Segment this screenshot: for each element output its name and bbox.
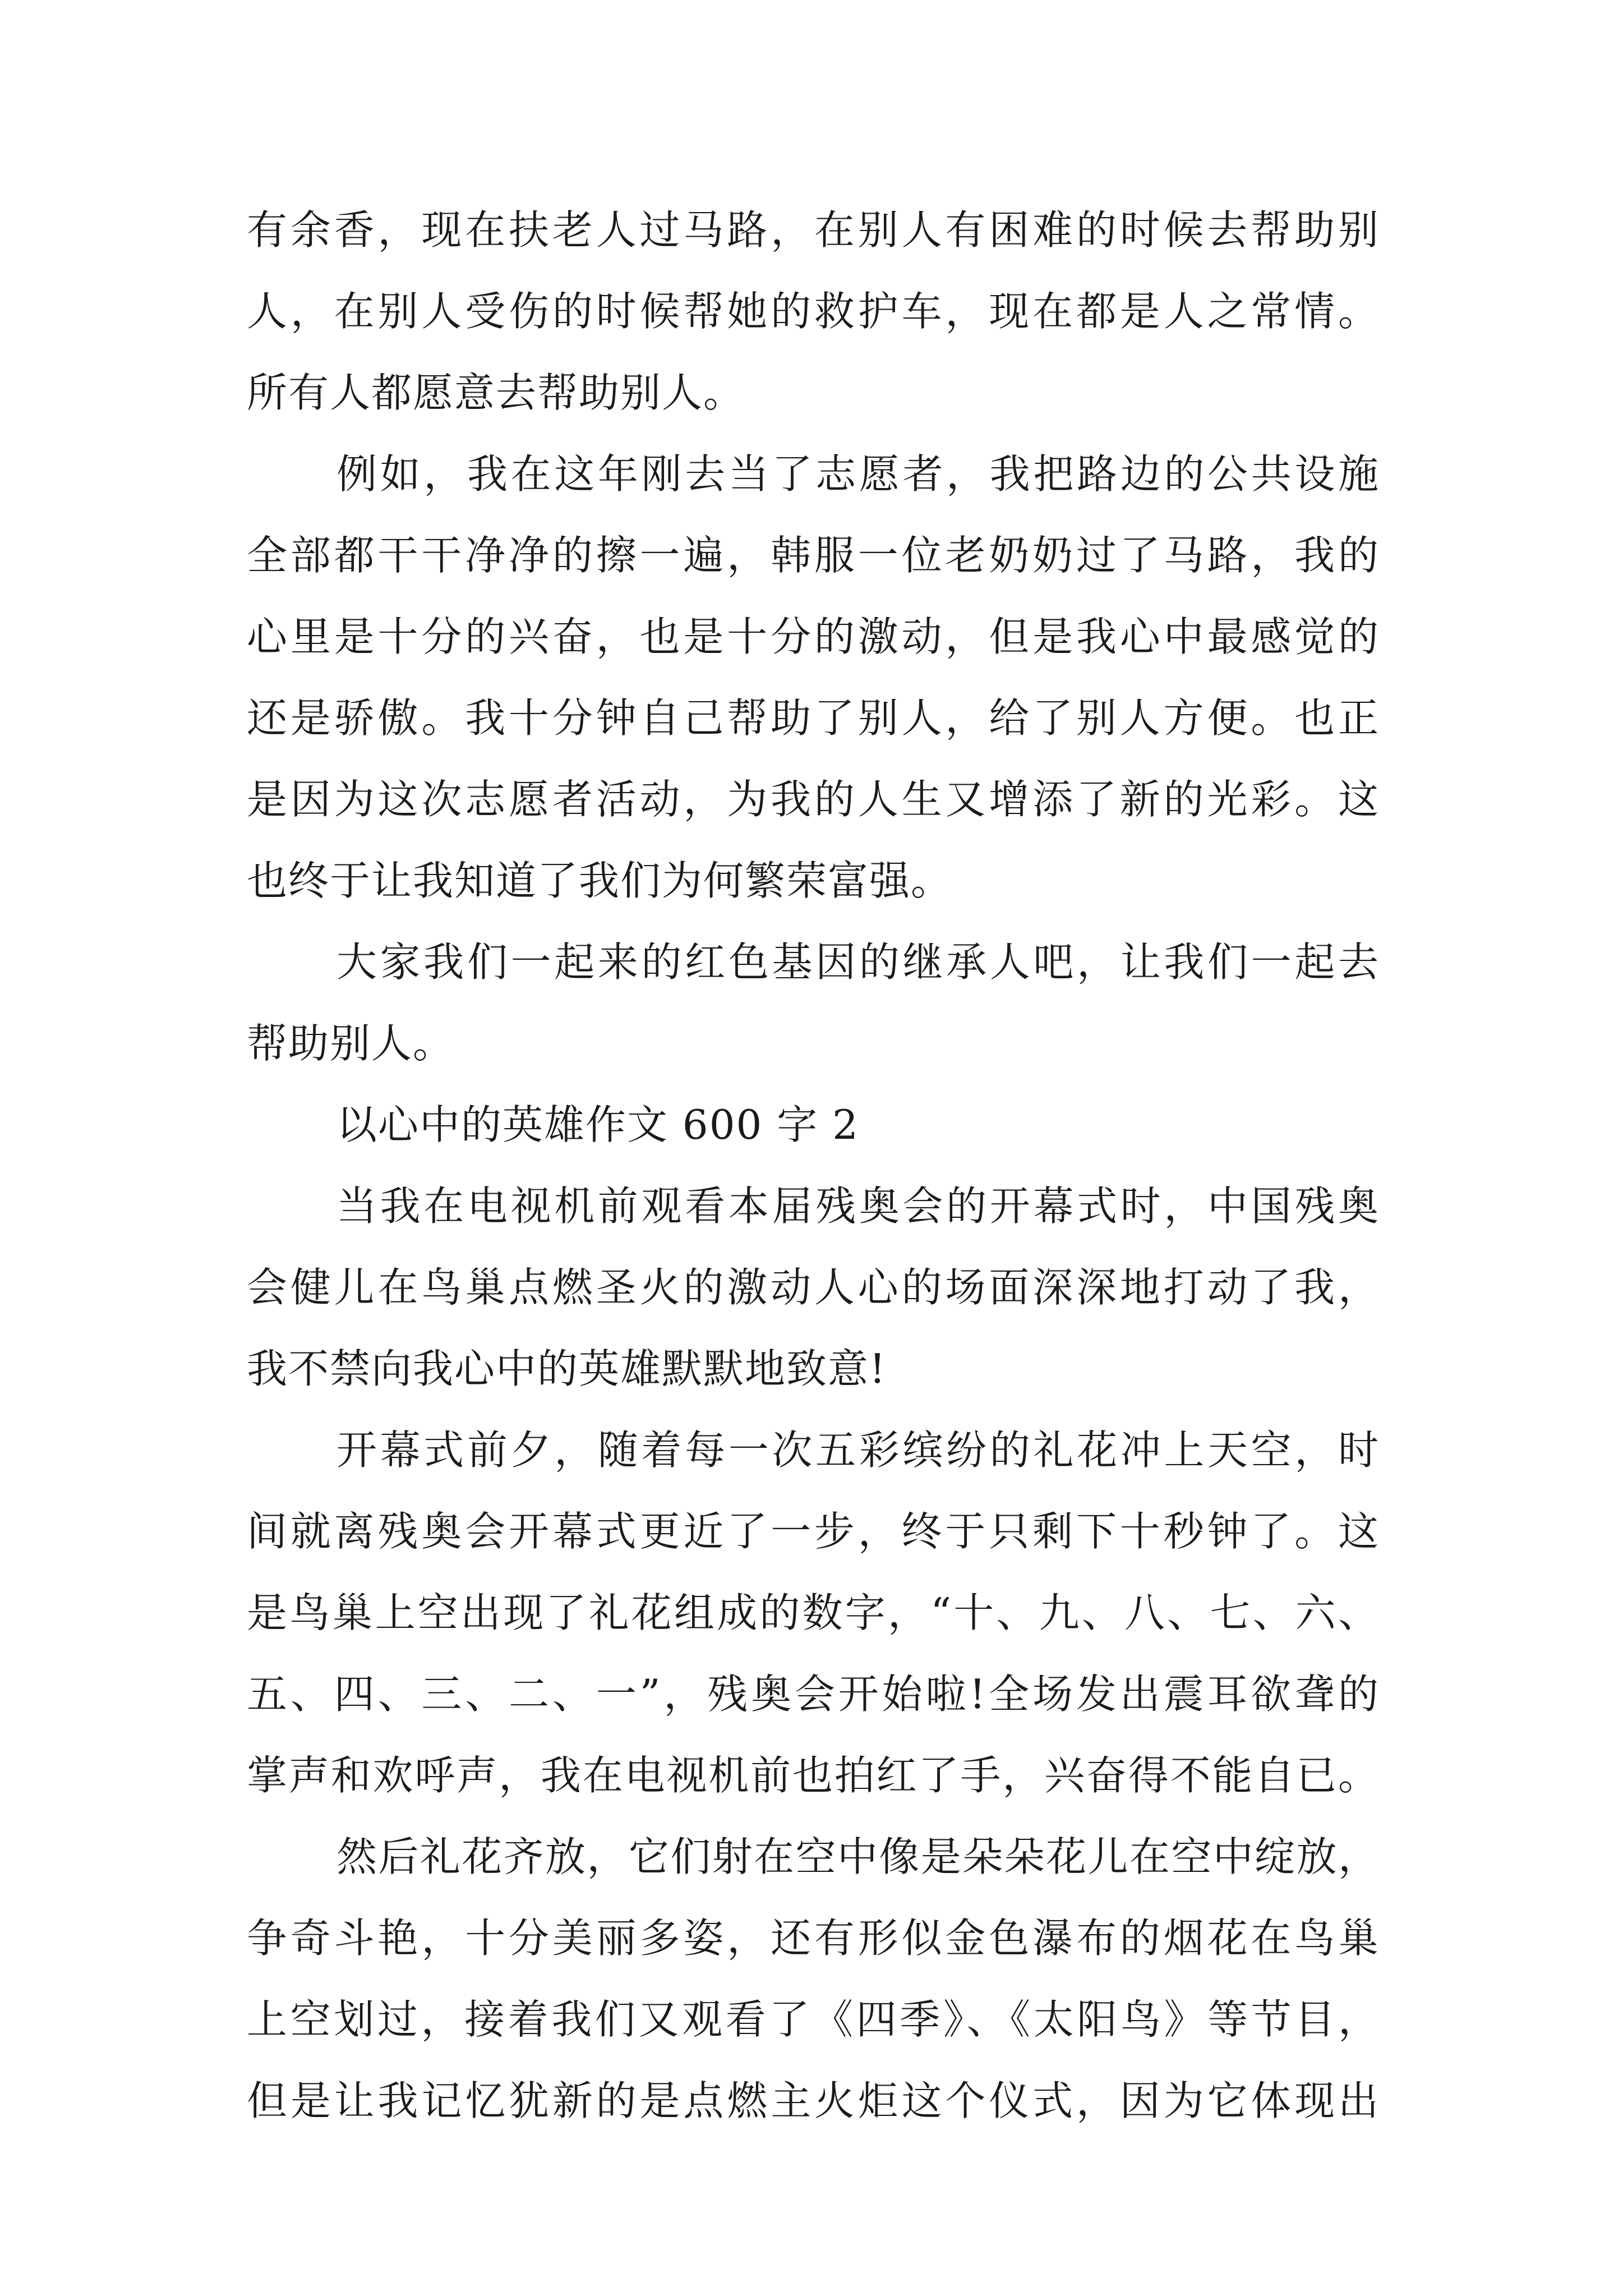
text-line: 然后礼花齐放，它们射在空中像是朵朵花儿在空中绽放， — [336, 1833, 1380, 1880]
text-line: 开幕式前夕，随着每一次五彩缤纷的礼花冲上天空，时 — [336, 1427, 1380, 1474]
text-line: 我不禁向我心中的英雄默默地致意! — [247, 1345, 887, 1392]
text-line: 是鸟巢上空出现了礼花组成的数字，“十、九、八、七、六、 — [247, 1589, 1380, 1636]
text-line: 当我在电视机前观看本届残奥会的开幕式时，中国残奥 — [336, 1182, 1380, 1230]
text-line: 是因为这次志愿者活动，为我的人生又增添了新的光彩。这 — [247, 776, 1380, 823]
text-line: 也终于让我知道了我们为何繁荣富强。 — [247, 857, 953, 904]
text-line: 会健儿在鸟巢点燃圣火的激动人心的场面深深地打动了我， — [247, 1264, 1380, 1311]
text-line: 心里是十分的兴奋，也是十分的激动，但是我心中最感觉的 — [247, 613, 1380, 660]
text-line: 所有人都愿意去帮助别人。 — [247, 369, 745, 416]
section-heading: 以心中的英雄作文 600 字 2 — [336, 1101, 859, 1148]
text-line: 上空划过，接着我们又观看了《四季》、《太阳鸟》等节目， — [247, 1996, 1380, 2043]
text-line: 五、四、三、二、一”，残奥会开始啦!全场发出震耳欲聋的 — [247, 1671, 1380, 1718]
text-line: 争奇斗艳，十分美丽多姿，还有形似金色瀑布的烟花在鸟巢 — [247, 1915, 1380, 1962]
text-line: 但是让我记忆犹新的是点燃主火炬这个仪式，因为它体现出 — [247, 2077, 1380, 2124]
text-line: 例如，我在这年刚去当了志愿者，我把路边的公共设施 — [336, 450, 1380, 498]
text-line: 全部都干干净净的擦一遍，韩服一位老奶奶过了马路，我的 — [247, 532, 1380, 579]
text-line: 有余香，现在扶老人过马路，在别人有困难的时候去帮助别 — [247, 206, 1380, 254]
text-line: 掌声和欢呼声，我在电视机前也拍红了手，兴奋得不能自已。 — [247, 1752, 1380, 1799]
text-line: 帮助别人。 — [247, 1020, 455, 1067]
text-line: 大家我们一起来的红色基因的继承人吧，让我们一起去 — [336, 938, 1380, 986]
text-line: 还是骄傲。我十分钟自己帮助了别人，给了别人方便。也正 — [247, 694, 1380, 742]
text-line: 间就离残奥会开幕式更近了一步，终于只剩下十秒钟了。这 — [247, 1508, 1380, 1555]
text-line: 人，在别人受伤的时候帮她的救护车，现在都是人之常情。 — [247, 288, 1380, 335]
